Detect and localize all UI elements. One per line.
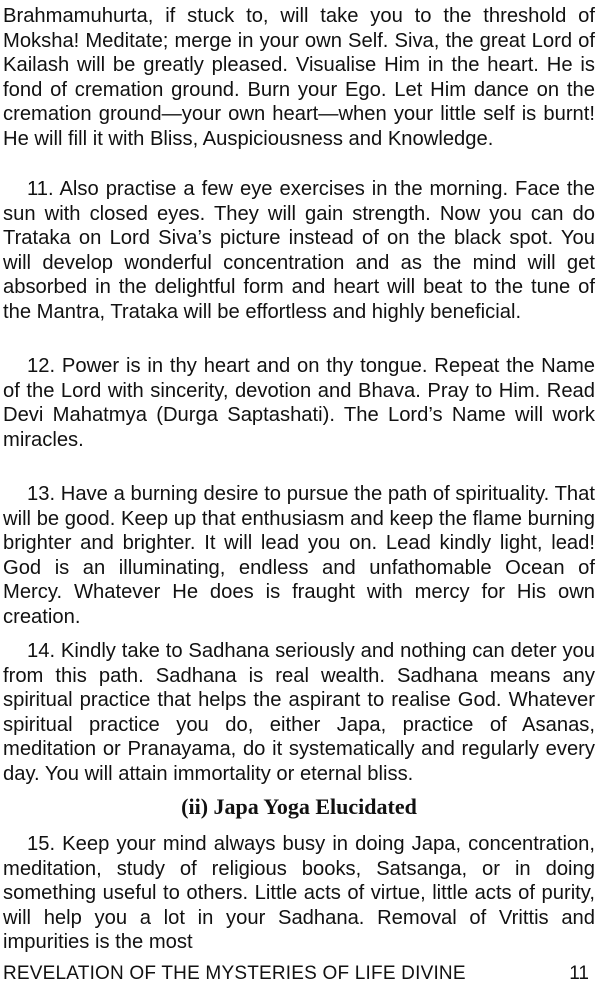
section-heading: (ii) Japa Yoga Elucidated xyxy=(181,794,417,819)
paragraph-13: 13. Have a burning desire to pursue the path of spirituality. That will be good. Keep up that enthusiasm and keep the flame burning brighter and brighter. It will lead you on. Lead kindly light, lead! God is an illuminating, endless and unfathomable Ocean of Mercy. Whatever He does is fraught with mercy for His own creation. xyxy=(3,483,595,628)
running-footer-title: REVELATION OF THE MYSTERIES OF LIFE DIVINE xyxy=(3,963,466,984)
book-page xyxy=(3,0,595,994)
paragraph-12: 12. Power is in thy heart and on thy tongue. Repeat the Name of the Lord with sincerity, devotion and Bhava. Pray to Him. Read Devi Mahatmya (Durga Saptashati). The Lord’s Name will work miracles. xyxy=(3,355,595,451)
paragraph-15: 15. Keep your mind always busy in doing Japa, concentration, meditation, study of religious books, Satsanga, or in doing something useful to others. Little acts of virtue, little acts of purity, will help you a lot in your Sadhana. Removal of Vrittis and impurities is the most xyxy=(3,833,595,954)
paragraph-14: 14. Kindly take to Sadhana seriously and nothing can deter you from this path. Sadhana is real wealth. Sadhana means any spiritual practice that helps the aspirant to realise God. Whatever spiritual practice you do, either Japa, practice of Asanas, meditation or Pranayama, do it systematically and regularly every day. You will attain immortality or eternal bliss. xyxy=(3,640,595,785)
paragraph-11: 11. Also practise a few eye exercises in the morning. Face the sun with closed eyes. They will gain strength. Now you can do Trataka on Lord Siva’s picture instead of on the black spot. You will develop wonderful concentration and as the mind will get absorbed in the delightful form and heart will beat to the tune of the Mantra, Trataka will be effortless and highly beneficial. xyxy=(3,178,595,323)
page-footer xyxy=(3,962,595,986)
page-number: 11 xyxy=(569,963,589,984)
paragraph-intro: Brahmamuhurta, if stuck to, will take you to the threshold of Moksha! Meditate; merge in your own Self. Siva, the great Lord of Kailash will be greatly pleased. Visualise Him in the heart. He is fond of cremation ground. Burn your Ego. Let Him dance on the cremation ground—your own heart—when your little self is burnt! He will fill it with Bliss, Auspiciousness and Knowledge. xyxy=(3,5,595,150)
